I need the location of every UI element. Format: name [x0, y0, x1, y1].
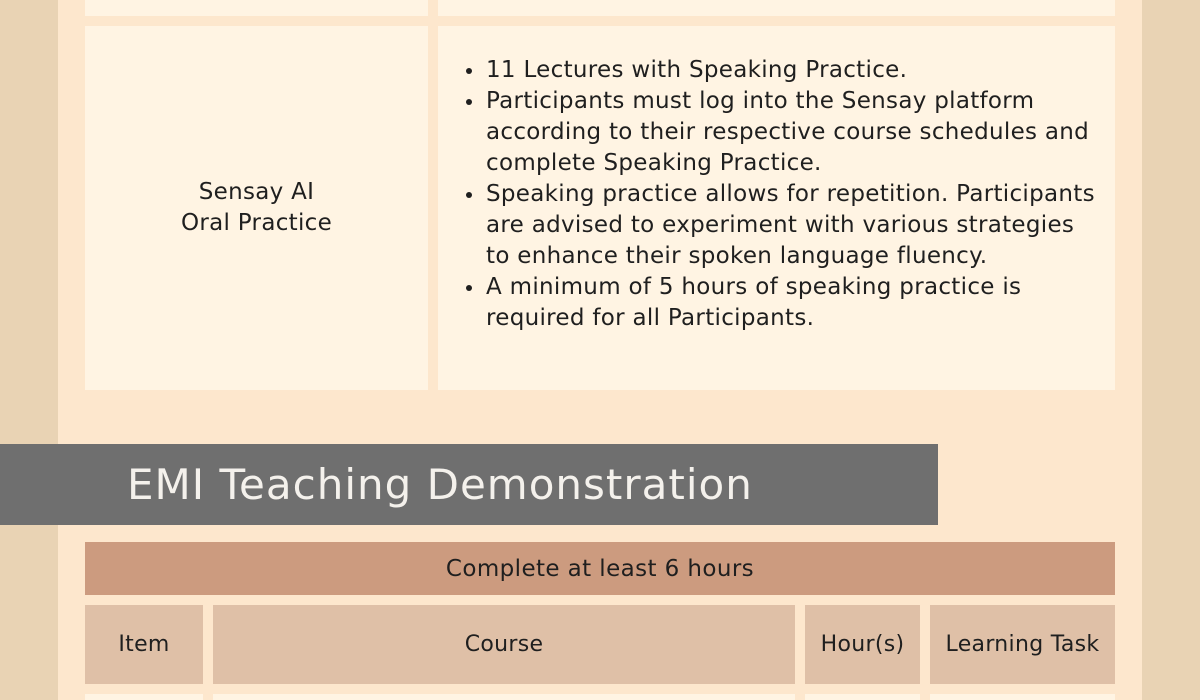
bullet-text: Speaking practice allows for repetition. Participants are advised to experiment with various strategies to enhance their spoken language fluency. [486, 181, 1095, 269]
header-learning-task: Learning Task [930, 605, 1115, 684]
bullet-item [464, 55, 1104, 86]
header-hours: Hour(s) [805, 605, 920, 684]
bullet-dot-icon [466, 192, 472, 198]
bullet-dot-icon [466, 99, 472, 105]
previous-row-label-cell [85, 0, 428, 16]
practice-label-line-2: Oral Practice [180, 210, 333, 236]
table-row-cell [213, 694, 795, 700]
section-title: EMI Teaching Demonstration [127, 460, 753, 509]
table-row-cell [930, 694, 1115, 700]
requirement-bar: Complete at least 6 hours [85, 542, 1115, 595]
bullet-item [464, 272, 1104, 334]
section-banner [0, 444, 938, 525]
practice-label-line-1: Sensay AI [198, 179, 315, 205]
bullet-dot-icon [466, 285, 472, 291]
bullet-item [464, 179, 1104, 272]
bullet-text: A minimum of 5 hours of speaking practice is required for all Participants. [486, 274, 1022, 331]
table-row-cell [805, 694, 920, 700]
header-item: Item [85, 605, 203, 684]
previous-row-description-cell [438, 0, 1115, 16]
header-course: Course [213, 605, 795, 684]
bullet-item [464, 86, 1104, 179]
practice-description-cell [438, 26, 1115, 390]
practice-bullet-list [464, 55, 1104, 334]
table-row-cell [85, 694, 203, 700]
bullet-dot-icon [466, 68, 472, 74]
bullet-text: 11 Lectures with Speaking Practice. [486, 57, 908, 83]
bullet-text: Participants must log into the Sensay platform according to their respective course schedules and complete Speaking Practice. [486, 88, 1090, 176]
practice-label-cell [85, 26, 428, 390]
